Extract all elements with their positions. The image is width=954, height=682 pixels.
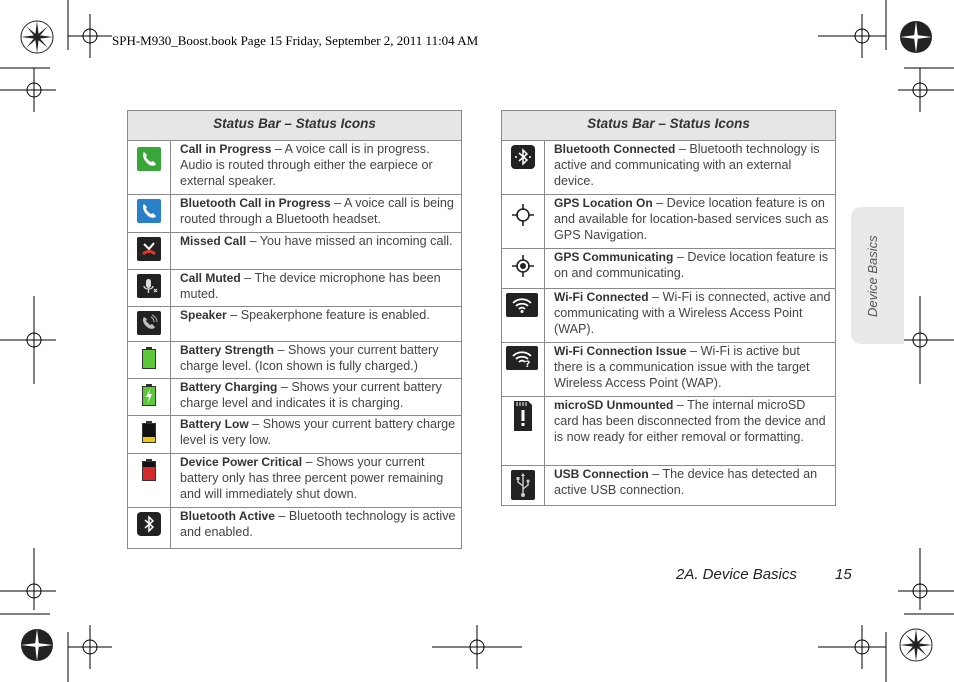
side-tab (851, 207, 904, 344)
usb-connection-icon (511, 470, 535, 500)
table-row (502, 343, 835, 397)
status-icons-table-left (127, 110, 462, 549)
bluetooth-active-icon (137, 512, 161, 536)
row-description: – A voice call is in progress. Audio is routed through either the earpiece or external speaker. (180, 142, 433, 188)
wifi-issue-icon (506, 346, 538, 370)
table-row (502, 195, 835, 249)
table-row (128, 141, 461, 195)
table-heading: Status Bar – Status Icons (128, 111, 461, 141)
row-description: – Shows your current battery charge level is very low. (180, 417, 456, 447)
status-icons-table-right (501, 110, 836, 506)
table-row (128, 508, 461, 548)
row-title: USB Connection (554, 467, 649, 481)
row-description: – Device location feature is on and communicating. (554, 250, 829, 280)
table-row (502, 397, 835, 466)
page-number: 15 (835, 566, 852, 583)
row-title: Call in Progress (180, 142, 272, 156)
gps-communicating-icon (511, 254, 535, 278)
table-row (128, 233, 461, 270)
row-title: GPS Communicating (554, 250, 674, 264)
table-row (128, 379, 461, 416)
row-title: Battery Low (180, 417, 249, 431)
table-row (128, 342, 461, 379)
row-title: microSD Unmounted (554, 398, 674, 412)
footer-section: 2A. Device Basics (676, 566, 797, 583)
row-title: Battery Charging (180, 380, 278, 394)
battery-charging-icon (137, 383, 161, 407)
table-row (128, 454, 461, 508)
call-in-progress-icon (137, 147, 161, 171)
table-row (128, 195, 461, 233)
row-title: Device Power Critical (180, 455, 303, 469)
table-row (502, 249, 835, 289)
row-title: Bluetooth Call in Progress (180, 196, 331, 210)
wifi-connected-icon (506, 293, 538, 317)
table-row (502, 466, 835, 505)
side-tab-label: Device Basics (865, 235, 880, 317)
row-title: Speaker (180, 308, 227, 322)
row-title: Bluetooth Active (180, 509, 275, 523)
row-title: Call Muted (180, 271, 241, 285)
table-row (128, 270, 461, 307)
row-description: – Device location feature is on and available for location-based services such as GPS Navigation. (554, 196, 829, 242)
row-title: Missed Call (180, 234, 247, 248)
battery-critical-icon (137, 458, 161, 482)
row-description: – Shows your current battery charge level and indicates it is charging. (180, 380, 442, 410)
row-title: Battery Strength (180, 343, 275, 357)
row-description: – Shows your current battery only has three percent power remaining and will immediately shut down. (180, 455, 444, 501)
row-description: – The device microphone has been muted. (180, 271, 441, 301)
table-row (502, 141, 835, 195)
gps-location-icon (511, 203, 535, 227)
row-title: Bluetooth Connected (554, 142, 676, 156)
row-description: – Bluetooth technology is active and enabled. (180, 509, 456, 539)
bluetooth-connected-icon (511, 145, 535, 169)
row-description: – Wi-Fi is active but there is a communication issue with the target Wireless Access Point (WAP). (554, 344, 810, 390)
row-description: – Shows your current battery charge level. (Icon shown is fully charged.) (180, 343, 439, 373)
table-row (502, 289, 835, 343)
row-description: – Speakerphone feature is enabled. (226, 308, 430, 322)
table-row (128, 416, 461, 454)
row-description: – Wi-Fi is connected, active and communicating with a Wireless Access Point (WAP). (554, 290, 831, 336)
battery-low-icon (137, 420, 161, 444)
missed-call-icon (137, 237, 161, 261)
speaker-icon (137, 311, 161, 335)
bluetooth-call-icon (137, 199, 161, 223)
table-row (128, 307, 461, 342)
table-heading: Status Bar – Status Icons (502, 111, 835, 141)
print-header: SPH-M930_Boost.book Page 15 Friday, September 2, 2011 11:04 AM (112, 33, 479, 48)
row-description: – A voice call is being routed through a Bluetooth headset. (180, 196, 454, 226)
microsd-unmounted-icon (511, 400, 535, 432)
row-title: GPS Location On (554, 196, 653, 210)
row-description: – You have missed an incoming call. (246, 234, 453, 248)
row-title: Wi-Fi Connection Issue (554, 344, 687, 358)
svg-text:?: ? (525, 360, 531, 367)
row-description: – The device has detected an active USB connection. (554, 467, 818, 497)
row-description: – Bluetooth technology is active and communicating with an external device. (554, 142, 820, 188)
row-title: Wi-Fi Connected (554, 290, 649, 304)
call-muted-icon (137, 274, 161, 298)
battery-full-icon (137, 346, 161, 370)
row-description: – The internal microSD card has been disconnected from the device and is now ready for either removal or formatting. (554, 398, 826, 444)
